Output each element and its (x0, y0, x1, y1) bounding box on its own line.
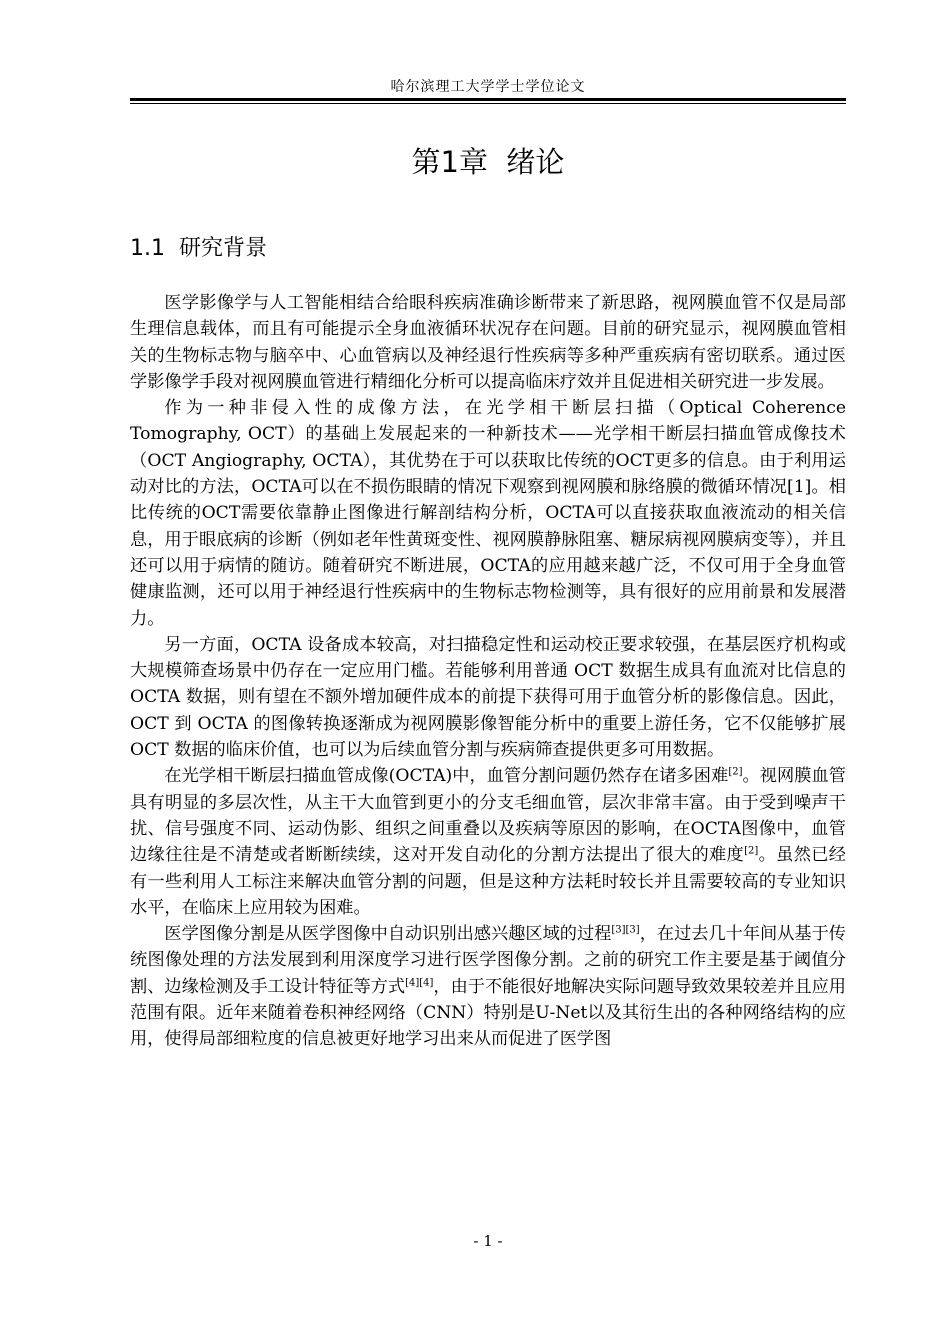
paragraph-text: ，在过去几十年间从基于传统图像处理的方法发展到利用深度学习进行医学图像分割。之前的研究工作主要是基于阈值分割、边缘检测及手工设计特征等方式 (130, 924, 846, 997)
paragraph-text: 在光学相干断层扫描血管成像(OCTA)中，血管分割问题仍然存在诸多困难 (164, 766, 729, 787)
paragraph (130, 632, 846, 763)
paragraph (130, 921, 846, 1052)
citation-ref: [2] (728, 766, 743, 778)
paragraph-text: 医学图像分割是从医学图像中自动识别出感兴趣区域的过程 (164, 924, 612, 945)
paragraph-text: 。视网膜血管具有明显的多层次性，从主干大血管到更小的分支毛细血管，层次非常丰富。由于受到噪声干扰、信号强度不同、运动伪影、组织之间重叠以及疾病等原因的影响，在OCTA图像中，血管边缘往往是不清楚或者断断续续，这对开发自动化的分割方法提出了很大的难度 (130, 766, 846, 866)
paragraph-text: ，由于不能很好地解决实际问题导致效果较差并且应用范围有限。近年来随着卷积神经网络（CNN）特别是U-Net以及其衍生出的各种网络结构的应用，使得局部细粒度的信息被更好地学习出来从而促进了医学图 (130, 976, 846, 1050)
body-text (130, 290, 846, 1053)
chapter-title: 第1章 绪论 (411, 145, 565, 179)
header-rule-thin (130, 103, 846, 104)
paragraph (130, 395, 846, 632)
paragraph-text: 作为一种非侵入性的成像方法，在光学相干断层扫描（Optical Coherence Tomography, OCT）的基础上发展起来的一种新技术——光学相干断层扫描血管成像技术（OCT Angiography, OCTA），其优势在于可以获取比传统的OCT更多的信息。由于利用运动对比的方法，OCTA可以在不损伤眼睛的情况下观察到视网膜和脉络膜的微循环情况[1]。相比传统的OCT需要依靠静止图像进行解剖结构分析，OCTA可以直接获取血液流动的相关信息，用于眼底病的诊断（例如老年性黄斑变性、视网膜静脉阻塞、糖尿病视网膜病变等），并且还可以用于病情的随访。随着研究不断进展，OCTA的应用越来越广泛，不仅可用于全身血管健康监测，还可以用于神经退行性疾病中的生物标志物检测等，具有很好的应用前景和发展潜力。 (130, 398, 846, 629)
section-title: 1.1 研究背景 (130, 236, 267, 261)
citation-ref: [2] (744, 845, 759, 857)
paragraph-text: 医学影像学与人工智能相结合给眼科疾病准确诊断带来了新思路，视网膜血管不仅是局部生理信息载体，而且有可能提示全身血液循环状况存在问题。目前的研究显示，视网膜血管相关的生物标志物与脑卒中、心血管病以及神经退行性疾病等多种严重疾病有密切联系。通过医学影像学手段对视网膜血管进行精细化分析可以提高临床疗效并且促进相关研究进一步发展。 (130, 293, 846, 392)
citation-ref: [4][4] (405, 976, 434, 988)
page-header: 哈尔滨理工大学学士学位论文 (390, 79, 586, 95)
header-rule-thick (130, 98, 846, 101)
citation-ref: [3][3] (611, 924, 640, 936)
page-number: - 1 - (473, 1232, 503, 1250)
paragraph-text: 另一方面，OCTA 设备成本较高，对扫描稳定性和运动校正要求较强，在基层医疗机构或大规模筛查场景中仍存在一定应用门槛。若能够利用普通 OCT 数据生成具有血流对比信息的 OCTA 数据，则有望在不额外增加硬件成本的前提下获得可用于血管分析的影像信息。因此，OCT 到 OCTA 的图像转换逐渐成为视网膜影像智能分析中的重要上游任务，它不仅能够扩展 OCT 数据的临床价值，也可以为后续血管分割与疾病筛查提供更多可用数据。 (130, 634, 846, 761)
paragraph (130, 290, 846, 395)
paragraph-text: 。虽然已经有一些利用人工标注来解决血管分割的问题，但是这种方法耗时较长并且需要较高的专业知识水平，在临床上应用较为困难。 (130, 845, 846, 918)
paragraph (130, 763, 846, 921)
